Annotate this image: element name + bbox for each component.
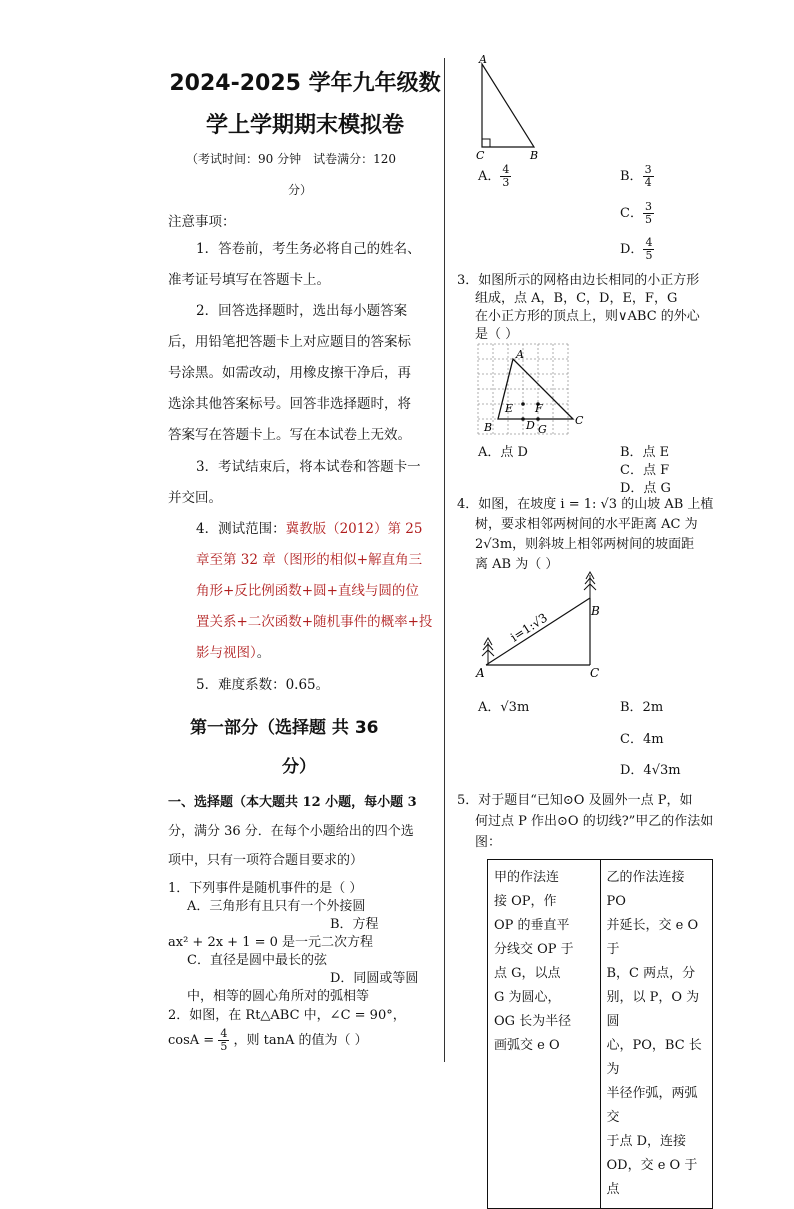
q1-option-a[interactable]: A．三角形有且只有一个外接圆 [187, 899, 366, 914]
q1-stem: 1．下列事件是随机事件的是（ ） [168, 881, 363, 896]
q4-stem: 4．如图，在坡度 i = 1: √3 的山坡 AB 上植 树，要求相邻两树间的水平距离 AC 为 2√3m，则斜坡上相邻两树间的坡面距 离 AB 为（ ） [457, 497, 714, 572]
q2-option-d[interactable]: D． $\frac{4}{5}$ [620, 236, 653, 262]
q4-slope-figure [474, 570, 614, 682]
column-divider [444, 58, 445, 1062]
notice-heading: 注意事项： [168, 214, 236, 230]
q5-method-yi: 乙的作法连接 PO 并延长，交 e O 于 B，C 两点，分 别，以 P，O 为圆 心，PO，BC 长为 半径作弧，两弧交 于点 D，连接 OD，交 e O 于点 [600, 860, 713, 1209]
q3-option-a[interactable]: A．点 D [478, 445, 528, 460]
q4-option-b[interactable]: B．2m [620, 700, 664, 715]
q3-grid-figure [472, 340, 592, 440]
q1-option-b[interactable]: B．方程 [330, 917, 379, 932]
part1-heading-line2: 分） [282, 757, 316, 777]
q5-method-table [487, 859, 713, 1209]
notice-item-4: 4．测试范围：冀教版（2012）第 25 章至第 32 章（图形的相似+解直角三 角形+反比例函数+圆+直线与圆的位 置关系+二次函数+随机事件的概率+投 影与视图）。 [196, 521, 433, 661]
q2-right-triangle-figure [470, 52, 550, 164]
part1-heading-line1: 第一部分（选择题 共 36 [190, 718, 379, 738]
q2-stem-line2: cosA = $\frac{4}{5}$ ，则 tanA 的值为（ ） [168, 1027, 368, 1053]
q3-label-f: F [535, 402, 543, 415]
q4-option-a[interactable]: A．√3m [478, 700, 530, 715]
q3-stem: 3．如图所示的网格由边长相同的小正方形 组成，点 A，B，C，D，E，F，G 在小正方形的顶点上，则∨ABC 的外心 是（ ） [457, 273, 700, 342]
q3-label-d: D [526, 419, 535, 432]
q4-slope-label: i=1:√3 [508, 610, 550, 645]
q4-label-c: C [590, 666, 600, 680]
q2-stem: 2．如图，在 Rt△ABC 中，∠C = 90°， [168, 1008, 406, 1023]
notice-item-2: 2．回答选择题时，选出每小题答案 后，用铅笔把答题卡上对应题目的答案标 号涂黑。如需改动，用橡皮擦干净后，再 选涂其他答案标号。回答非选择题时，将 答案写在答题卡上。写在本试卷上无效。 [168, 303, 411, 443]
q3-label-a: A [516, 348, 524, 361]
q1-option-d-cont: 中，相等的圆心角所对的弧相等 [187, 989, 370, 1004]
q4-option-c[interactable]: C．4m [620, 732, 664, 747]
q4-option-d[interactable]: D．4√3m [620, 763, 681, 778]
tree-icon [584, 572, 596, 598]
section1-instructions: 一、选择题（本大题共 12 小题，每小题 3 分，满分 36 分．在每个小题给出的四个选 项中，只有一项符合题目要求的） [168, 795, 417, 868]
exam-time-line1: （考试时间：90 分钟 试卷满分：120 [186, 152, 396, 166]
q2-option-c[interactable]: C． $\frac{3}{5}$ [620, 200, 652, 226]
q3-label-g: G [538, 423, 547, 436]
notice-item-3: 3．考试结束后，将本试卷和答题卡一 并交回。 [168, 459, 421, 506]
q4-label-b: B [591, 604, 600, 618]
q2-label-c: C [476, 149, 485, 162]
q1-option-b-cont: ax² + 2x + 1 = 0 是一元二次方程 [168, 935, 374, 950]
q3-label-b: B [484, 421, 493, 434]
exam-title-line2: 学上学期期末模拟卷 [205, 113, 404, 138]
q3-option-d[interactable]: D．点 G [620, 481, 671, 496]
q2-label-b: B [530, 149, 539, 162]
q2-option-a[interactable]: A． $\frac{4}{3}$ [478, 163, 510, 189]
notice-item-1: 1．答卷前，考生务必将自己的姓名、 准考证号填写在答题卡上。 [168, 241, 421, 288]
q5-method-jia: 甲的作法连 接 OP，作 OP 的垂直平 分线交 OP 于 点 G，以点 G 为圆心， OG 长为半径 画弧交 e O [488, 860, 601, 1209]
q1-option-d[interactable]: D．同圆或等圆 [330, 971, 419, 986]
q3-option-b[interactable]: B．点 E [620, 445, 670, 460]
q2-label-a: A [479, 53, 487, 66]
q1-option-c[interactable]: C．直径是圆中最长的弦 [187, 953, 327, 968]
q3-label-e: E [505, 402, 514, 415]
q3-label-c: C [575, 414, 584, 427]
exam-title-line1: 2024-2025 学年九年级数 [169, 71, 441, 96]
q4-label-a: A [476, 666, 485, 680]
q2-option-b[interactable]: B． $\frac{3}{4}$ [620, 163, 652, 189]
q5-stem: 5．对于题目“已知⊙O 及圆外一点 P，如 何过点 P 作出⊙O 的切线?”甲乙的作法如 图： [457, 793, 714, 850]
exam-time-line2: 分） [288, 183, 313, 197]
notice-item-5: 5．难度系数：0.65。 [196, 677, 330, 693]
q3-option-c[interactable]: C．点 F [620, 463, 670, 478]
